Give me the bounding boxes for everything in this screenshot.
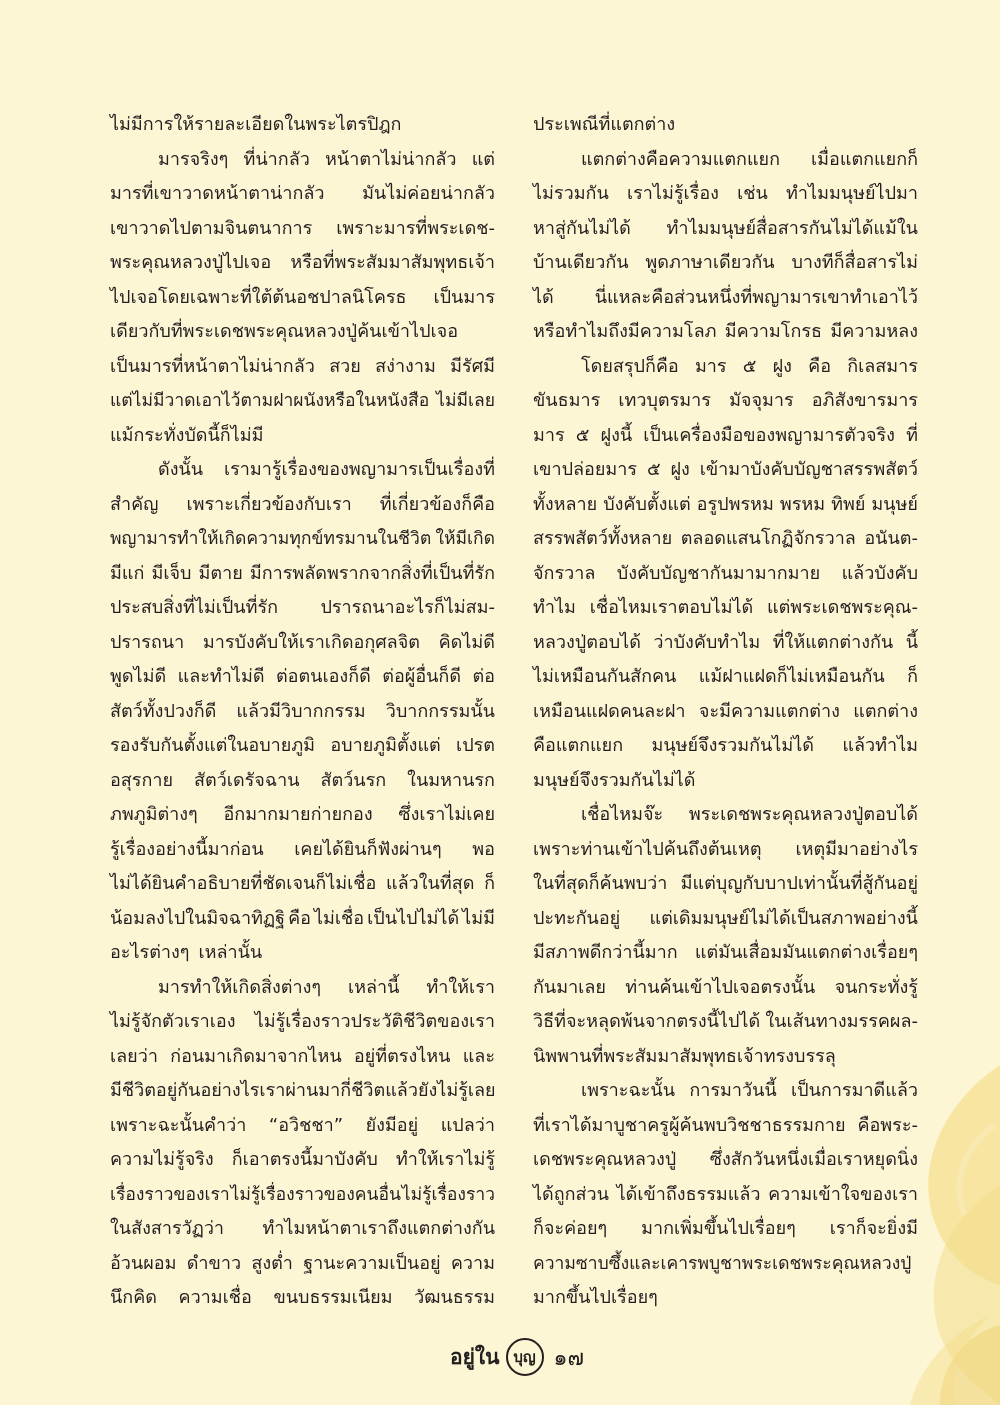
text-line: แต่ไม่มีวาดเอาไว้ตามฝาผนังหรือในหนังสือ ไม่มีเลย [110, 391, 495, 411]
text-line: ไม่รวมกัน เราไม่รู้เรื่อง เช่น ทำไมมนุษย์ไปมา [533, 183, 918, 204]
text-line: ไม่ได้ยินคำอธิบายที่ชัดเจนก็ไม่เชื่อ แล้วในที่สุด ก็ [110, 873, 495, 894]
text-line: ปะทะกันอยู่ แต่เดิมมนุษย์ไม่ได้เป็นสภาพอย่างนี้ [533, 907, 918, 929]
text-line: ก็จะค่อยๆ มากเพิ่มขึ้นไปเรื่อยๆ เราก็จะยิ่งมี [533, 1218, 918, 1239]
text-line: ทำไม เชื่อไหมเราตอบไม่ได้ แต่พระเดชพระคุณ- [533, 597, 918, 618]
publication-logo-text: อยู่ใน [450, 1343, 500, 1369]
publication-logo-circle: บุญ [506, 1338, 544, 1376]
text-line: อ้วนผอม ดำขาว สูงต่ำ ฐานะความเป็นอยู่ ความ [110, 1252, 495, 1274]
text-line: มากขึ้นไปเรื่อยๆ [533, 1287, 658, 1308]
text-line: ได้ นี่แหละคือส่วนหนึ่งที่พญามารเขาทำเอาไว้ [533, 286, 918, 308]
text-line: เดียวกับที่พระเดชพระคุณหลวงปู่ค้นเข้าไปเจอ [110, 321, 459, 342]
text-line: สรรพสัตว์ทั้งหลาย ตลอดแสนโกฏิจักรวาล อนันต- [533, 528, 918, 549]
text-line: น้อมลงไปในมิจฉาทิฏฐิ คือ ไม่เชื่อ เป็นไปไม่ได้ ไม่มี [110, 907, 495, 929]
text-line: เป็นมารที่หน้าตาไม่น่ากลัว สวย สง่างาม มีรัศมี [110, 355, 495, 377]
text-line: ความซาบซึ้งและเคารพบูชาพระเดชพระคุณหลวงปู่ [533, 1253, 912, 1274]
text-line: แม้กระทั่งบัดนี้ก็ไม่มี [110, 424, 264, 446]
text-line: อสุรกาย สัตว์เดรัจฉาน สัตว์นรก ในมหานรก [110, 769, 495, 791]
text-line: เลยว่า ก่อนมาเกิดมาจากไหน อยู่ที่ตรงไหน และ [110, 1045, 495, 1067]
text-line: มารที่เขาวาดหน้าตาน่ากลัว มันไม่ค่อยน่ากลัว [110, 183, 495, 204]
text-line: รองรับกันตั้งแต่ในอบายภูมิ อบายภูมิตั้งแต่ เปรต [110, 735, 495, 756]
text-line: ทั้งหลาย บังคับตั้งแต่ อรูปพรหม พรหม ทิพย์ มนุษย์ [533, 493, 918, 515]
text-line: หลวงปู่ตอบได้ ว่าบังคับทำไม ที่ให้แตกต่างกัน นี้ [533, 631, 918, 653]
text-line: สัตว์ทั้งปวงก็ดี แล้วมีวิบากกรรม วิบากกรรมนั้น [110, 700, 495, 722]
page-number: ๑๗ [553, 1345, 585, 1371]
text-line: เหมือนแฝดคนละฝา จะมีความแตกต่าง แตกต่าง [533, 700, 918, 722]
text-line: เชื่อไหมจ๊ะ พระเดชพระคุณหลวงปู่ตอบได้ [581, 804, 918, 825]
text-line: กันมาเลย ท่านค้นเข้าไปเจอตรงนั้น จนกระทั่งรู้ [533, 976, 918, 998]
text-line: แตกต่างคือความแตกแยก เมื่อแตกแยกก็ [581, 148, 918, 170]
text-line: เรื่องราวของเรา ไม่รู้เรื่องราวของคนอื่น ไม่รู้เรื่องราว [110, 1184, 495, 1205]
text-line: ประสบสิ่งที่ไม่เป็นที่รัก ปรารถนาอะไรก็ไม่สม- [110, 597, 495, 618]
text-line: ไม่รู้จักตัวเราเอง ไม่รู้เรื่องราวประวัติชีวิตของเรา [110, 1011, 495, 1032]
text-line: ในที่สุดก็ค้นพบว่า มีแต่บุญกับบาปเท่านั้นที่สู้กันอยู่ [533, 873, 918, 894]
text-line: หรือทำไมถึงมีความโลภ มีความโกรธ มีความหลง [533, 321, 918, 342]
text-line: ปรารถนา มารบังคับให้เราเกิดอกุศลจิต คิดไม่ดี [110, 631, 495, 653]
text-line: มนุษย์จึงรวมกันไม่ได้ [533, 769, 696, 791]
text-line: มีชีวิตอยู่กันอย่างไร เราผ่านมากี่ชีวิตแล้ว ยังไม่รู้เลย [110, 1080, 496, 1101]
text-line: ไม่มีการให้รายละเอียดในพระไตรปิฎก [110, 114, 402, 135]
text-line: ภพภูมิต่างๆ อีกมากมายก่ายกอง ซึ่งเราไม่เคย [110, 804, 495, 825]
text-line: ไม่เหมือนกันสักคน แม้ฝาแฝดก็ไม่เหมือนกัน ก็ [533, 666, 918, 687]
text-line: ประเพณีที่แตกต่าง [533, 114, 676, 135]
text-line: พระคุณหลวงปู่ไปเจอ หรือที่พระสัมมาสัมพุทธเจ้า [110, 252, 495, 273]
text-line: เพราะฉะนั้นคำว่า “อวิชชา” ยังมีอยู่ แปลว่า [110, 1114, 495, 1136]
text-line: มีแก่ มีเจ็บ มีตาย มีการพลัดพรากจากสิ่งที่เป็นที่รัก [110, 562, 495, 584]
text-line: นึกคิด ความเชื่อ ขนบธรรมเนียม วัฒนธรรม [110, 1287, 495, 1308]
text-line: โดยสรุปก็คือ มาร ๕ ฝูง คือ กิเลสมาร [581, 355, 918, 377]
text-line: พญามารทำให้เกิดความทุกข์ทรมานในชีวิต ให้มีเกิด [110, 529, 495, 549]
text-line: จักรวาล บังคับบัญชากันมามากมาย แล้วบังคับ [533, 562, 918, 584]
text-line: ที่เราได้มาบูชาครูผู้ค้นพบวิชชาธรรมกาย คือพระ- [533, 1114, 918, 1136]
left-text-column [110, 108, 495, 1316]
text-line: พูดไม่ดี และทำไม่ดี ต่อตนเองก็ดี ต่อผู้อื่นก็ดี ต่อ [110, 666, 495, 687]
text-line: เดชพระคุณหลวงปู่ ซึ่งสักวันหนึ่งเมื่อเราหยุดนิ่ง [533, 1149, 918, 1170]
text-line: ไปเจอโดยเฉพาะที่ใต้ต้นอชปาลนิโครธ เป็นมาร [110, 286, 495, 308]
text-line: อะไรต่างๆ เหล่านั้น [110, 942, 263, 963]
text-line: มาร ๕ ฝูงนี้ เป็นเครื่องมือของพญามารตัวจริง ที่ [533, 424, 918, 446]
text-line: ดังนั้น เรามารู้เรื่องของพญามารเป็นเรื่องที่ [158, 459, 495, 480]
text-line: ความไม่รู้จริง ก็เอาตรงนี้มาบังคับ ทำให้เราไม่รู้ [110, 1149, 495, 1170]
decorative-flourish-icon [790, 1065, 1000, 1405]
text-line: ในสังสารวัฏว่า ทำไมหน้าตาเราถึงแตกต่างกัน [110, 1218, 495, 1239]
text-line: ได้ถูกส่วน ได้เข้าถึงธรรมแล้ว ความเข้าใจของเรา [533, 1183, 918, 1205]
text-line: เขาวาดไปตามจินตนาการ เพราะมารที่พระเดช- [110, 217, 495, 239]
text-line: มีสภาพดีกว่านี้มาก แต่มันเสื่อมมันแตกต่างเรื่อยๆ [533, 942, 918, 963]
text-line: คือแตกแยก มนุษย์จึงรวมกันไม่ได้ แล้วทำไม [533, 735, 918, 756]
text-line: เพราะท่านเข้าไปค้นถึงต้นเหตุ เหตุมีมาอย่างไร [533, 838, 918, 860]
text-line: วิธีที่จะหลุดพ้นจากตรงนี้ไปได้ ในเส้นทางมรรคผล- [533, 1011, 918, 1032]
text-line: มารจริงๆ ที่น่ากลัว หน้าตาไม่น่ากลัว แต่ [158, 148, 495, 170]
text-line: บ้านเดียวกัน พูดภาษาเดียวกัน บางทีก็สื่อสารไม่ [533, 252, 918, 273]
text-line: ขันธมาร เทวบุตรมาร มัจจุมาร อภิสังขารมาร [533, 390, 918, 411]
text-line: เขาปล่อยมาร ๕ ฝูง เข้ามาบังคับบัญชาสรรพสัตว์ [533, 459, 918, 480]
text-line: รู้เรื่องอย่างนี้มาก่อน เคยได้ยินก็ฟังผ่านๆ พอ [110, 838, 495, 860]
text-line: หาสู่กันไม่ได้ ทำไมมนุษย์สื่อสารกันไม่ได้แม้ใน [533, 217, 918, 239]
text-line: นิพพานที่พระสัมมาสัมพุทธเจ้าทรงบรรลุ [533, 1045, 836, 1067]
text-line: เพราะฉะนั้น การมาวันนี้ เป็นการมาดีแล้ว [581, 1080, 918, 1101]
text-line: มารทำให้เกิดสิ่งต่างๆ เหล่านี้ ทำให้เรา [158, 976, 495, 998]
page-footer [450, 1338, 584, 1376]
text-line: สำคัญ เพราะเกี่ยวข้องกับเรา ที่เกี่ยวข้องก็คือ [110, 493, 495, 515]
